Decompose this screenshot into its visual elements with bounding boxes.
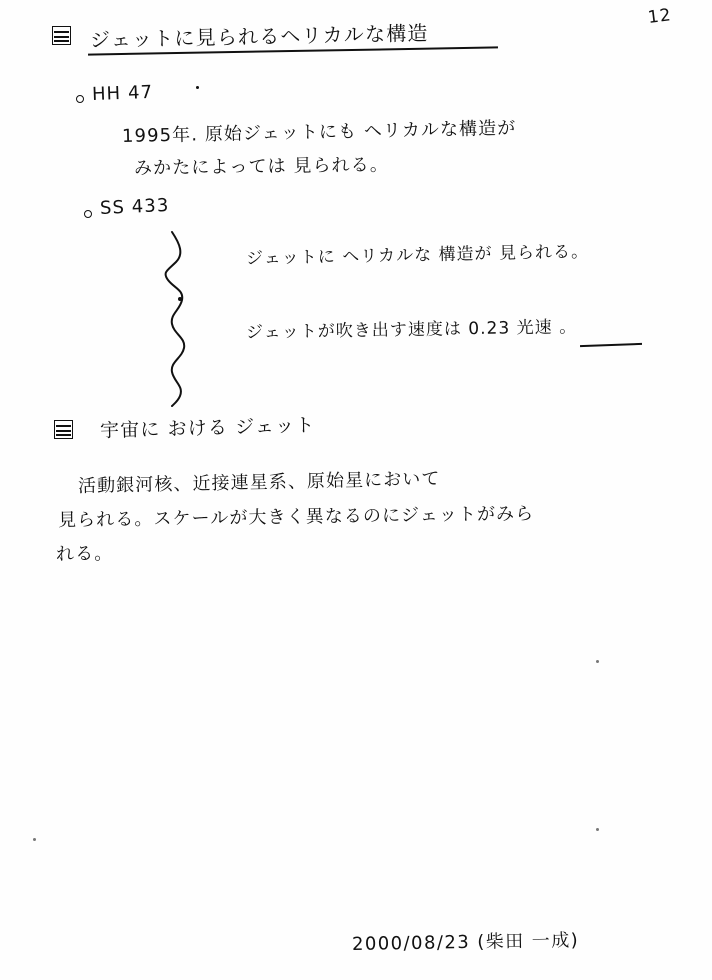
item-ss433-line-2: ジェットが吹き出す速度は 0.23 光速 。 <box>245 317 578 343</box>
bullet-icon <box>84 210 92 218</box>
item-ss433-line-1: ジェットに ヘリカルな 構造が 見られる。 <box>245 241 590 269</box>
section-2-line-1: 活動銀河核、近接連星系、原始星において <box>77 468 441 497</box>
item-label-hh47: HH 47 <box>91 81 154 105</box>
hatched-square-icon <box>54 420 73 439</box>
underline-mark <box>580 343 642 347</box>
item-hh47-line-2: みかたによっては 見られる。 <box>133 154 389 179</box>
signature-line: 2000/08/23 (柴田 一成) <box>351 930 580 955</box>
section-2-line-3: れる。 <box>55 543 114 565</box>
ink-speck <box>33 838 36 841</box>
section-1-heading: ジェットに見られるヘリカルな構造 <box>89 20 429 52</box>
ink-speck <box>596 828 599 831</box>
section-2-line-2: 見られる。スケールが大きく異なるのにジェットがみら <box>57 503 535 531</box>
item-label-ss433: SS 433 <box>99 194 170 219</box>
hatched-square-icon <box>52 26 71 45</box>
section-2-heading: 宇宙に おける ジェット <box>99 414 316 442</box>
page-number: 12 <box>646 5 673 28</box>
jet-center-dot <box>178 297 182 301</box>
ink-speck <box>596 660 599 663</box>
bullet-icon <box>76 95 84 103</box>
ink-speck <box>196 86 199 89</box>
item-hh47-line-1: 1995年. 原始ジェットにも ヘリカルな構造が <box>121 117 517 147</box>
